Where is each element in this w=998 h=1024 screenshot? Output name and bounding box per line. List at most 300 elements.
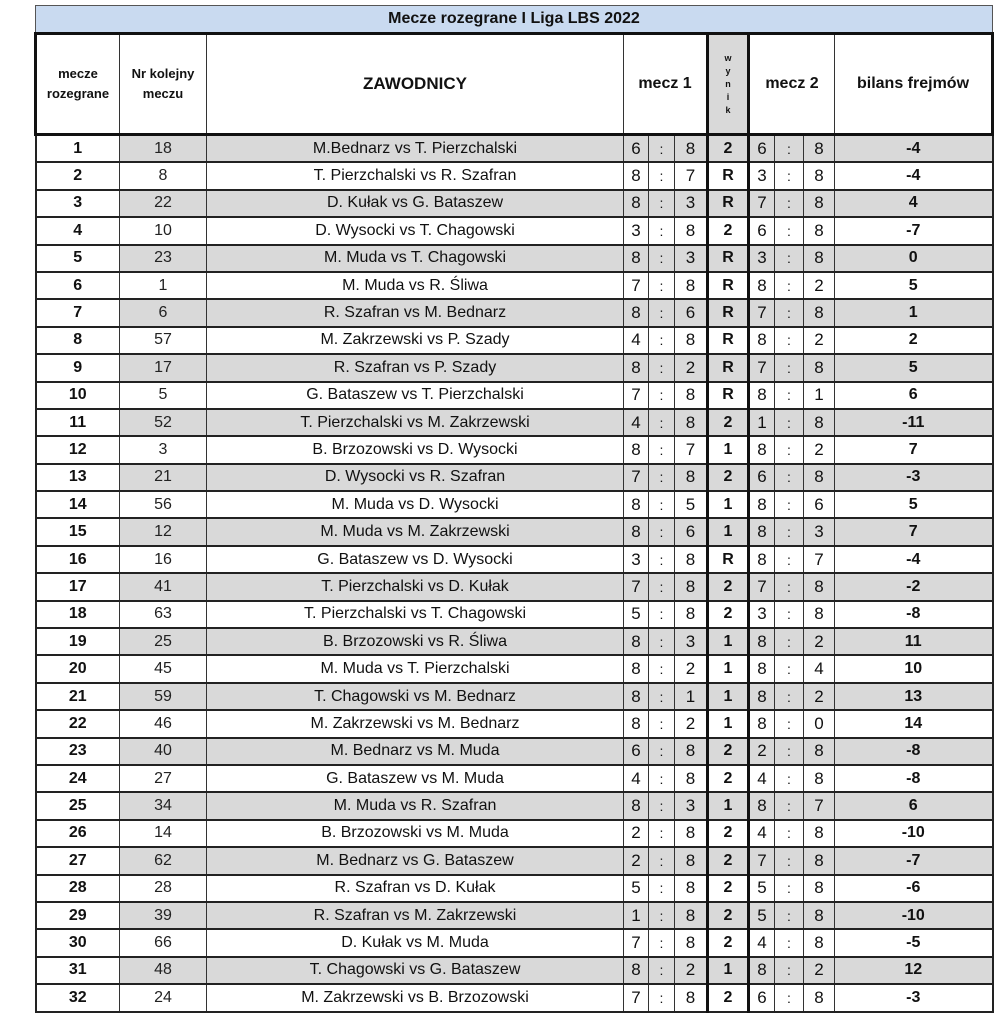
players: M. Muda vs T. Pierzchalski (207, 655, 624, 682)
frame-balance: -8 (835, 738, 993, 765)
match2-separator: : (775, 190, 804, 217)
match1-score-right: 3 (675, 245, 708, 272)
frame-balance: 4 (835, 190, 993, 217)
header-mecze-line2: rozegrane (46, 86, 110, 101)
players: B. Brzozowski vs D. Wysocki (207, 436, 624, 463)
row-number: 11 (36, 409, 120, 436)
result: 1 (708, 436, 749, 463)
match2-separator: : (775, 902, 804, 929)
table-row (36, 875, 993, 902)
result: R (708, 162, 749, 189)
match2-score-left: 8 (749, 710, 775, 737)
table-row (36, 299, 993, 326)
match1-separator: : (649, 710, 675, 737)
match1-separator: : (649, 382, 675, 409)
result: R (708, 354, 749, 381)
match1-score-left: 4 (624, 765, 649, 792)
match2-score-left: 8 (749, 957, 775, 984)
match2-separator: : (775, 217, 804, 244)
match1-separator: : (649, 573, 675, 600)
result: R (708, 382, 749, 409)
table-row (36, 710, 993, 737)
header-zawodnicy: ZAWODNICY (207, 34, 624, 135)
table-row (36, 847, 993, 874)
match-order-number: 14 (120, 820, 207, 847)
match2-score-right: 8 (804, 984, 835, 1011)
table-row (36, 382, 993, 409)
header-row (36, 34, 993, 135)
result: 2 (708, 984, 749, 1011)
row-number: 21 (36, 683, 120, 710)
match2-separator: : (775, 683, 804, 710)
match1-score-left: 6 (624, 135, 649, 163)
players: B. Brzozowski vs M. Muda (207, 820, 624, 847)
match2-score-left: 3 (749, 601, 775, 628)
players: D. Wysocki vs R. Szafran (207, 464, 624, 491)
result: R (708, 546, 749, 573)
match2-separator: : (775, 354, 804, 381)
result: 2 (708, 464, 749, 491)
players: M. Muda vs D. Wysocki (207, 491, 624, 518)
match2-score-left: 7 (749, 299, 775, 326)
result: 2 (708, 409, 749, 436)
match1-score-left: 8 (624, 518, 649, 545)
result: R (708, 327, 749, 354)
match1-score-right: 3 (675, 792, 708, 819)
match1-score-left: 8 (624, 655, 649, 682)
match2-score-right: 8 (804, 162, 835, 189)
match2-score-right: 8 (804, 875, 835, 902)
match1-score-right: 8 (675, 217, 708, 244)
match2-separator: : (775, 655, 804, 682)
match1-score-right: 8 (675, 327, 708, 354)
match-order-number: 41 (120, 573, 207, 600)
result: 2 (708, 135, 749, 163)
match-order-number: 12 (120, 518, 207, 545)
match2-score-right: 6 (804, 491, 835, 518)
match2-score-left: 8 (749, 628, 775, 655)
players: R. Szafran vs M. Bednarz (207, 299, 624, 326)
match2-score-left: 8 (749, 272, 775, 299)
match1-score-right: 2 (675, 957, 708, 984)
players: R. Szafran vs D. Kułak (207, 875, 624, 902)
table-row (36, 628, 993, 655)
match2-score-left: 5 (749, 875, 775, 902)
match-order-number: 59 (120, 683, 207, 710)
match1-score-right: 8 (675, 820, 708, 847)
match1-separator: : (649, 738, 675, 765)
table-row (36, 190, 993, 217)
table-body (36, 135, 993, 1012)
match1-separator: : (649, 792, 675, 819)
header-mecz1: mecz 1 (624, 34, 708, 135)
header-wynik-letter: y (725, 65, 731, 76)
table-row (36, 765, 993, 792)
match1-score-left: 5 (624, 601, 649, 628)
result: 1 (708, 683, 749, 710)
match2-score-left: 8 (749, 327, 775, 354)
match1-separator: : (649, 546, 675, 573)
match2-score-right: 0 (804, 710, 835, 737)
row-number: 25 (36, 792, 120, 819)
match2-score-left: 8 (749, 546, 775, 573)
frame-balance: 6 (835, 382, 993, 409)
table-row (36, 491, 993, 518)
match2-separator: : (775, 792, 804, 819)
match1-score-right: 8 (675, 272, 708, 299)
match-order-number: 22 (120, 190, 207, 217)
match2-separator: : (775, 984, 804, 1011)
match2-separator: : (775, 820, 804, 847)
match2-separator: : (775, 491, 804, 518)
frame-balance: -6 (835, 875, 993, 902)
header-nr-line1: Nr kolejny (131, 66, 195, 81)
match1-score-right: 8 (675, 546, 708, 573)
match2-score-left: 8 (749, 792, 775, 819)
players: R. Szafran vs M. Zakrzewski (207, 902, 624, 929)
players: D. Kułak vs G. Bataszew (207, 190, 624, 217)
row-number: 30 (36, 929, 120, 956)
match2-score-right: 8 (804, 601, 835, 628)
players: M.Bednarz vs T. Pierzchalski (207, 135, 624, 163)
result: R (708, 190, 749, 217)
row-number: 26 (36, 820, 120, 847)
match1-score-left: 8 (624, 162, 649, 189)
frame-balance: 13 (835, 683, 993, 710)
frame-balance: -10 (835, 820, 993, 847)
match2-separator: : (775, 929, 804, 956)
match1-score-left: 2 (624, 847, 649, 874)
result: 2 (708, 902, 749, 929)
match1-score-left: 8 (624, 628, 649, 655)
match-order-number: 25 (120, 628, 207, 655)
match-order-number: 6 (120, 299, 207, 326)
match1-score-left: 8 (624, 683, 649, 710)
match2-score-left: 8 (749, 436, 775, 463)
match1-score-left: 3 (624, 546, 649, 573)
match1-score-right: 8 (675, 984, 708, 1011)
match1-separator: : (649, 518, 675, 545)
frame-balance: -3 (835, 464, 993, 491)
match1-score-left: 7 (624, 573, 649, 600)
match-order-number: 63 (120, 601, 207, 628)
table-row (36, 436, 993, 463)
table-row (36, 683, 993, 710)
row-number: 1 (36, 135, 120, 163)
table-row (36, 546, 993, 573)
frame-balance: -5 (835, 929, 993, 956)
table-row (36, 409, 993, 436)
players: D. Kułak vs M. Muda (207, 929, 624, 956)
table-row (36, 573, 993, 600)
match2-separator: : (775, 601, 804, 628)
row-number: 5 (36, 245, 120, 272)
table-row (36, 327, 993, 354)
row-number: 6 (36, 272, 120, 299)
result: 2 (708, 847, 749, 874)
row-number: 12 (36, 436, 120, 463)
match2-score-right: 8 (804, 738, 835, 765)
players: M. Muda vs R. Szafran (207, 792, 624, 819)
result: 1 (708, 792, 749, 819)
match-order-number: 27 (120, 765, 207, 792)
row-number: 8 (36, 327, 120, 354)
match1-separator: : (649, 464, 675, 491)
match-order-number: 46 (120, 710, 207, 737)
players: D. Wysocki vs T. Chagowski (207, 217, 624, 244)
frame-balance: 11 (835, 628, 993, 655)
table-row (36, 245, 993, 272)
match2-score-left: 7 (749, 354, 775, 381)
table-row (36, 792, 993, 819)
match1-score-right: 3 (675, 628, 708, 655)
match2-score-left: 1 (749, 409, 775, 436)
match-order-number: 48 (120, 957, 207, 984)
row-number: 16 (36, 546, 120, 573)
match1-separator: : (649, 655, 675, 682)
match1-score-left: 3 (624, 217, 649, 244)
header-nr-kolejny (120, 34, 207, 135)
players: T. Pierzchalski vs T. Chagowski (207, 601, 624, 628)
match1-score-right: 8 (675, 601, 708, 628)
row-number: 23 (36, 738, 120, 765)
frame-balance: -8 (835, 601, 993, 628)
table-row (36, 929, 993, 956)
match2-score-right: 8 (804, 245, 835, 272)
frame-balance: -3 (835, 984, 993, 1011)
header-mecze-rozegrane (36, 34, 120, 135)
result: 1 (708, 655, 749, 682)
match2-separator: : (775, 546, 804, 573)
match1-separator: : (649, 902, 675, 929)
table-row (36, 464, 993, 491)
match2-score-right: 2 (804, 628, 835, 655)
match2-score-left: 3 (749, 245, 775, 272)
match1-score-left: 1 (624, 902, 649, 929)
players: T. Chagowski vs G. Bataszew (207, 957, 624, 984)
row-number: 13 (36, 464, 120, 491)
table-row (36, 984, 993, 1011)
match2-score-right: 2 (804, 436, 835, 463)
frame-balance: 6 (835, 792, 993, 819)
match1-separator: : (649, 299, 675, 326)
players: T. Chagowski vs M. Bednarz (207, 683, 624, 710)
match1-score-left: 2 (624, 820, 649, 847)
table-row (36, 162, 993, 189)
players: M. Bednarz vs G. Bataszew (207, 847, 624, 874)
table-row (36, 518, 993, 545)
match1-separator: : (649, 820, 675, 847)
frame-balance: 5 (835, 272, 993, 299)
frame-balance: -10 (835, 902, 993, 929)
players: G. Bataszew vs T. Pierzchalski (207, 382, 624, 409)
match2-score-right: 8 (804, 464, 835, 491)
matches-table (34, 5, 994, 1013)
match1-score-left: 8 (624, 245, 649, 272)
players: G. Bataszew vs D. Wysocki (207, 546, 624, 573)
players: G. Bataszew vs M. Muda (207, 765, 624, 792)
match2-separator: : (775, 765, 804, 792)
frame-balance: -2 (835, 573, 993, 600)
row-number: 22 (36, 710, 120, 737)
result: R (708, 245, 749, 272)
header-mecz2: mecz 2 (749, 34, 835, 135)
match2-score-right: 7 (804, 792, 835, 819)
match2-separator: : (775, 327, 804, 354)
match1-separator: : (649, 409, 675, 436)
frame-balance: -4 (835, 162, 993, 189)
row-number: 17 (36, 573, 120, 600)
match-order-number: 40 (120, 738, 207, 765)
match1-score-left: 7 (624, 929, 649, 956)
row-number: 7 (36, 299, 120, 326)
match1-score-left: 5 (624, 875, 649, 902)
match-order-number: 5 (120, 382, 207, 409)
header-wynik-letter: n (725, 78, 731, 89)
match2-score-left: 4 (749, 765, 775, 792)
match1-score-right: 8 (675, 573, 708, 600)
table-row (36, 655, 993, 682)
header-wynik-letter: w (724, 52, 732, 63)
table-row (36, 601, 993, 628)
match-order-number: 62 (120, 847, 207, 874)
match1-score-right: 8 (675, 382, 708, 409)
match1-score-right: 6 (675, 518, 708, 545)
row-number: 9 (36, 354, 120, 381)
match2-score-left: 6 (749, 217, 775, 244)
match2-separator: : (775, 409, 804, 436)
frame-balance: 0 (835, 245, 993, 272)
match1-score-right: 8 (675, 464, 708, 491)
match2-score-right: 8 (804, 217, 835, 244)
match1-score-right: 8 (675, 409, 708, 436)
match1-score-left: 8 (624, 491, 649, 518)
players: M. Bednarz vs M. Muda (207, 738, 624, 765)
result: 1 (708, 710, 749, 737)
result: 2 (708, 929, 749, 956)
players: T. Pierzchalski vs D. Kułak (207, 573, 624, 600)
match2-separator: : (775, 162, 804, 189)
players: M. Muda vs T. Chagowski (207, 245, 624, 272)
frame-balance: 5 (835, 491, 993, 518)
table-row (36, 272, 993, 299)
match2-score-left: 6 (749, 984, 775, 1011)
match2-separator: : (775, 738, 804, 765)
match2-score-right: 2 (804, 327, 835, 354)
match2-score-left: 7 (749, 573, 775, 600)
result: 1 (708, 628, 749, 655)
match1-score-right: 7 (675, 162, 708, 189)
match1-separator: : (649, 436, 675, 463)
match2-score-right: 8 (804, 929, 835, 956)
match1-score-right: 2 (675, 354, 708, 381)
match1-separator: : (649, 354, 675, 381)
match1-separator: : (649, 190, 675, 217)
match1-score-right: 8 (675, 929, 708, 956)
match2-separator: : (775, 245, 804, 272)
header-mecze-line1: mecze (58, 66, 98, 81)
match-order-number: 45 (120, 655, 207, 682)
match2-score-left: 7 (749, 847, 775, 874)
match1-score-left: 4 (624, 327, 649, 354)
match-order-number: 10 (120, 217, 207, 244)
title-row (36, 6, 993, 34)
row-number: 29 (36, 902, 120, 929)
match-order-number: 66 (120, 929, 207, 956)
match-order-number: 23 (120, 245, 207, 272)
match2-score-right: 8 (804, 354, 835, 381)
row-number: 18 (36, 601, 120, 628)
match1-score-right: 5 (675, 491, 708, 518)
frame-balance: -11 (835, 409, 993, 436)
match2-score-left: 8 (749, 491, 775, 518)
match1-separator: : (649, 327, 675, 354)
result: 2 (708, 573, 749, 600)
row-number: 14 (36, 491, 120, 518)
match1-score-right: 8 (675, 875, 708, 902)
table-row (36, 135, 993, 163)
match2-separator: : (775, 436, 804, 463)
header-wynik-letter: i (726, 91, 730, 102)
players: M. Zakrzewski vs B. Brzozowski (207, 984, 624, 1011)
match1-separator: : (649, 875, 675, 902)
match-order-number: 18 (120, 135, 207, 163)
match1-separator: : (649, 765, 675, 792)
match1-separator: : (649, 683, 675, 710)
match2-score-left: 6 (749, 464, 775, 491)
frame-balance: 5 (835, 354, 993, 381)
match2-score-right: 8 (804, 820, 835, 847)
match1-score-left: 8 (624, 299, 649, 326)
table-title: Mecze rozegrane I Liga LBS 2022 (36, 6, 993, 34)
players: M. Muda vs M. Zakrzewski (207, 518, 624, 545)
result: 2 (708, 820, 749, 847)
match-order-number: 28 (120, 875, 207, 902)
match1-score-right: 7 (675, 436, 708, 463)
match2-score-right: 2 (804, 683, 835, 710)
match1-score-right: 1 (675, 683, 708, 710)
match2-score-right: 8 (804, 573, 835, 600)
result: 2 (708, 738, 749, 765)
result: 1 (708, 491, 749, 518)
match1-separator: : (649, 272, 675, 299)
match2-score-right: 2 (804, 272, 835, 299)
frame-balance: 7 (835, 518, 993, 545)
match-order-number: 56 (120, 491, 207, 518)
match2-separator: : (775, 518, 804, 545)
match1-score-left: 7 (624, 984, 649, 1011)
match1-score-left: 7 (624, 382, 649, 409)
match2-score-left: 6 (749, 135, 775, 163)
match-order-number: 8 (120, 162, 207, 189)
result: 2 (708, 601, 749, 628)
match1-score-left: 6 (624, 738, 649, 765)
row-number: 3 (36, 190, 120, 217)
results-sheet (34, 5, 991, 1013)
match-order-number: 57 (120, 327, 207, 354)
match-order-number: 39 (120, 902, 207, 929)
row-number: 20 (36, 655, 120, 682)
match2-score-right: 1 (804, 382, 835, 409)
players: T. Pierzchalski vs M. Zakrzewski (207, 409, 624, 436)
match2-separator: : (775, 573, 804, 600)
row-number: 10 (36, 382, 120, 409)
row-number: 24 (36, 765, 120, 792)
match2-score-left: 3 (749, 162, 775, 189)
match2-score-right: 8 (804, 190, 835, 217)
match2-score-left: 5 (749, 902, 775, 929)
match1-score-right: 3 (675, 190, 708, 217)
